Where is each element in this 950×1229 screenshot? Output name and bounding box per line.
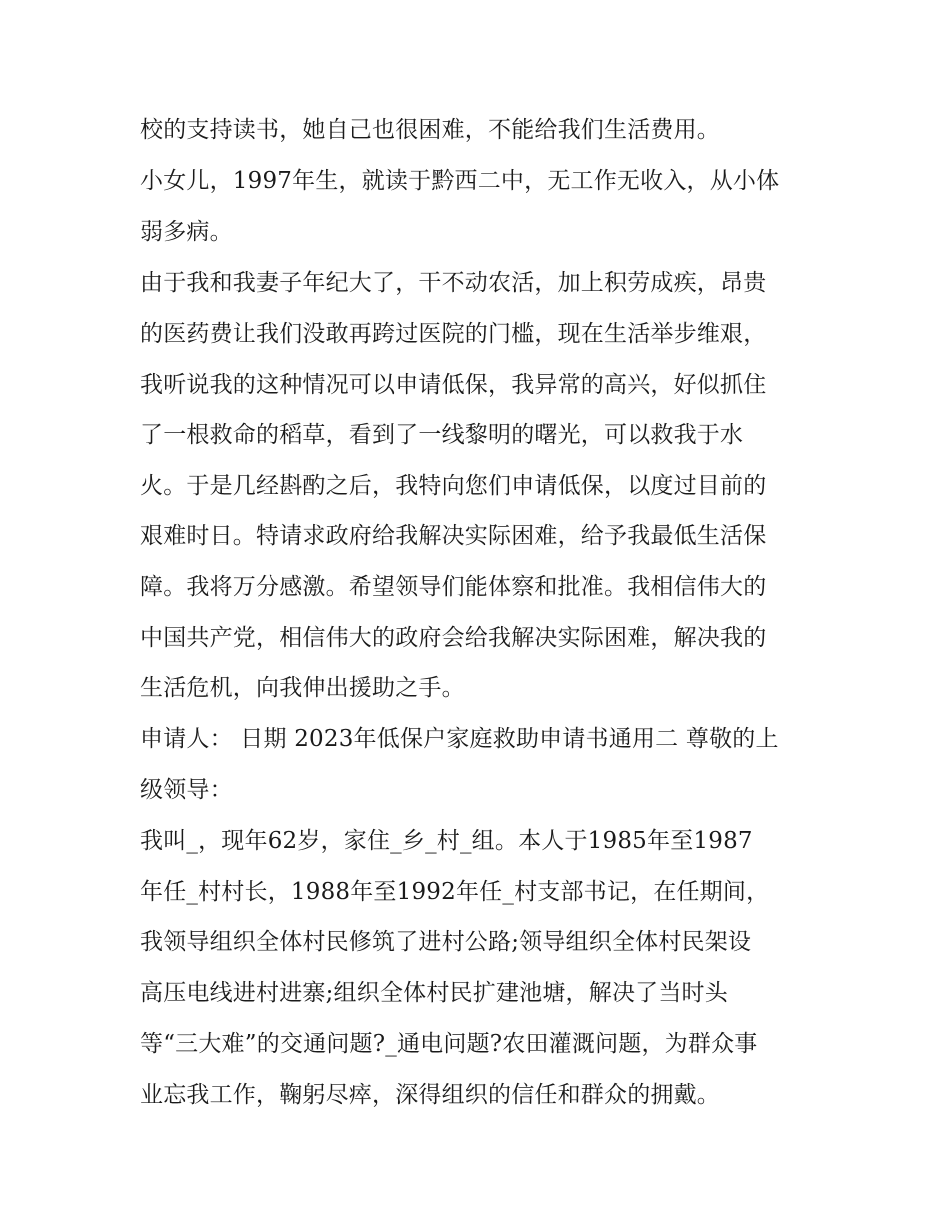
text-line: 弱多病。: [140, 219, 233, 245]
text-line: 等“三大难”的交通问题?_通电问题?农田灌溉问题，为群众事: [140, 1031, 758, 1057]
text-line: 生活危机，向我伸出援助之手。: [140, 675, 465, 701]
text-line: 我听说我的这种情况可以申请低保，我异常的高兴，好似抓住: [140, 372, 767, 398]
text-line: 艰难时日。特请求政府给我解决实际困难，给予我最低生活保: [140, 523, 767, 549]
text-line: 我叫_，现年62岁，家住_乡_村_组。本人于1985年至1987: [140, 828, 753, 854]
text-line: 中国共产党，相信伟大的政府会给我解决实际困难，解决我的: [140, 625, 767, 651]
text-line: 由于我和我妻子年纪大了，干不动农活，加上积劳成疾，昂贵: [140, 270, 767, 296]
text-line: 级领导：: [140, 777, 233, 803]
text-line: 了一根救命的稻草，看到了一线黎明的曙光，可以救我于水: [140, 422, 744, 448]
text-line: 障。我将万分感激。希望领导们能体察和批准。我相信伟大的: [140, 574, 767, 600]
text-line: 小女儿，1997年生，就读于黔西二中，无工作无收入，从小体: [140, 168, 780, 194]
text-line: 申请人： 日期 2023年低保户家庭救助申请书通用二 尊敬的上: [140, 726, 779, 752]
text-line: 的医药费让我们没敢再跨过医院的门槛，现在生活举步维艰，: [140, 321, 767, 347]
text-line: 火。于是几经斟酌之后，我特向您们申请低保，以度过目前的: [140, 473, 767, 499]
text-line: 年任_村村长，1988年至1992年任_村支部书记，在任期间，: [140, 879, 770, 905]
text-line: 校的支持读书，她自己也很困难，不能给我们生活费用。: [140, 117, 720, 143]
text-line: 我领导组织全体村民修筑了进村公路;领导组织全体村民架设: [140, 929, 752, 955]
text-line: 高压电线进村进寨;组织全体村民扩建池塘，解决了当时头: [140, 980, 728, 1006]
text-line: 业忘我工作，鞠躬尽瘁，深得组织的信任和群众的拥戴。: [140, 1082, 720, 1108]
